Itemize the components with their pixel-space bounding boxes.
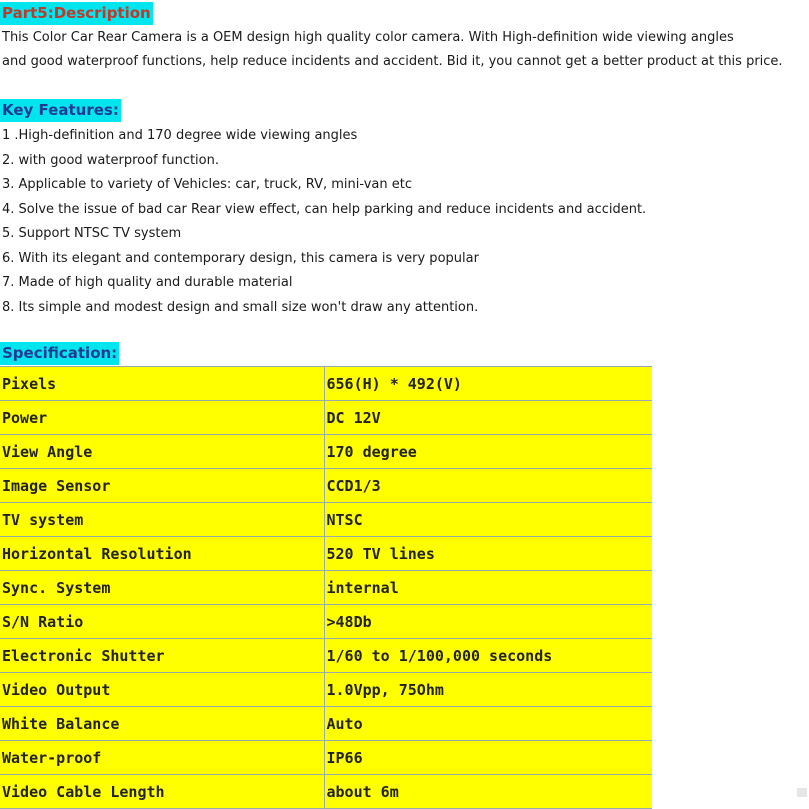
feature-item: 8. Its simple and modest design and small size won't draw any attention. (2, 299, 479, 315)
spec-label: Horizontal Resolution (0, 537, 324, 571)
feature-item: 3. Applicable to variety of Vehicles: car, truck, RV, mini-van etc (2, 177, 412, 192)
spec-value: CCD1/3 (324, 469, 652, 503)
spec-label: Sync. System (0, 571, 324, 605)
feature-item: 2. with good waterproof function. (2, 152, 219, 168)
spec-value: >48Db (324, 605, 652, 639)
spec-value: 1/60 to 1/100,000 seconds (324, 639, 652, 673)
spec-value: 656(H) * 492(V) (324, 367, 652, 401)
table-row (0, 775, 652, 809)
spec-label: S/N Ratio (0, 605, 324, 639)
spec-label: Pixels (0, 367, 324, 401)
table-row (0, 469, 652, 503)
key-features-heading: Key Features: (0, 99, 121, 122)
spec-label: White Balance (0, 707, 324, 741)
spec-value: DC 12V (324, 401, 652, 435)
table-row (0, 639, 652, 673)
table-row (0, 707, 652, 741)
description-line-1: This Color Car Rear Camera is a OEM design high quality color camera. With High-definition wide viewing angles (2, 30, 734, 45)
spec-value: 520 TV lines (324, 537, 652, 571)
spec-value: 1.0Vpp, 75Ohm (324, 673, 652, 707)
spec-label: View Angle (0, 435, 324, 469)
feature-item: 5. Support NTSC TV system (2, 226, 182, 241)
feature-item: 1 .High-definition and 170 degree wide viewing angles (2, 128, 358, 143)
table-row (0, 435, 652, 469)
feature-item: 7. Made of high quality and durable material (2, 275, 293, 290)
table-row (0, 537, 652, 571)
description-line-2: and good waterproof functions, help reduce incidents and accident. Bid it, you cannot get a better product at this price. (2, 54, 783, 69)
spec-value: Auto (324, 707, 652, 741)
spec-label: Water-proof (0, 741, 324, 775)
spec-label: Electronic Shutter (0, 639, 324, 673)
description-heading: Part5:Description (0, 2, 153, 25)
table-row (0, 605, 652, 639)
feature-item: 6. With its elegant and contemporary design, this camera is very popular (2, 250, 479, 266)
table-row (0, 673, 652, 707)
key-features-list (2, 124, 646, 320)
spec-label: Video Cable Length (0, 775, 324, 809)
spec-label: Video Output (0, 673, 324, 707)
spec-value: IP66 (324, 741, 652, 775)
corner-square-icon (797, 788, 807, 797)
spec-value: NTSC (324, 503, 652, 537)
spec-value: 170 degree (324, 435, 652, 469)
spec-label: Image Sensor (0, 469, 324, 503)
spec-label: Power (0, 401, 324, 435)
table-row (0, 401, 652, 435)
table-row (0, 503, 652, 537)
table-row (0, 741, 652, 775)
spec-value: internal (324, 571, 652, 605)
table-row (0, 571, 652, 605)
feature-item: 4. Solve the issue of bad car Rear view effect, can help parking and reduce incidents and accident. (2, 201, 647, 217)
specification-heading: Specification: (0, 342, 119, 365)
spec-value: about 6m (324, 775, 652, 809)
table-row (0, 367, 652, 401)
spec-label: TV system (0, 503, 324, 537)
specification-table (0, 366, 652, 809)
